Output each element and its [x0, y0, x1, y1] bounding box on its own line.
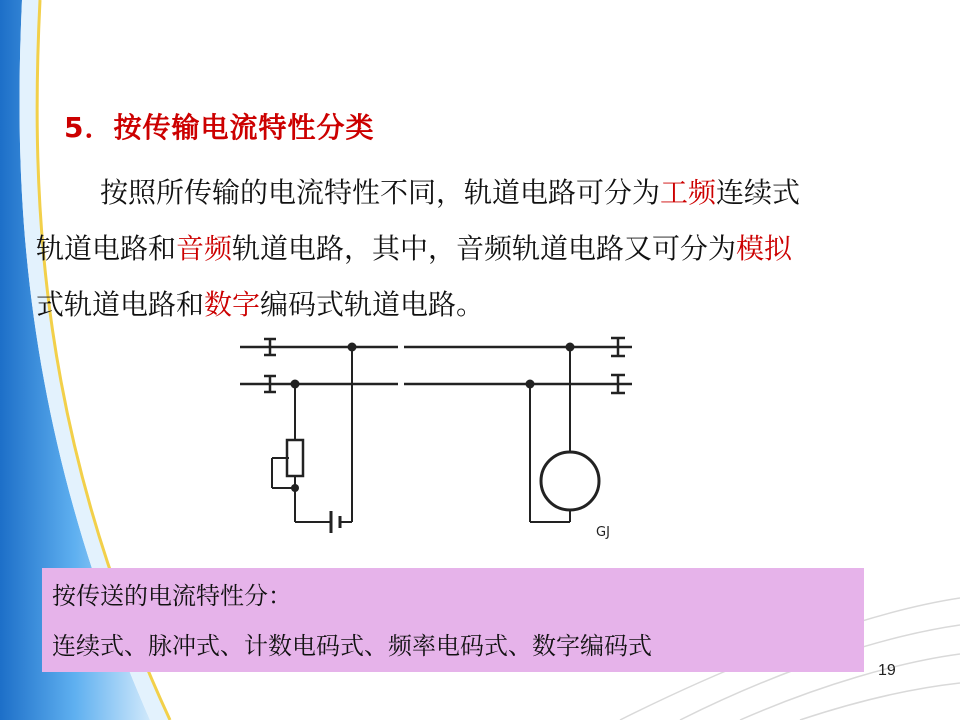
- junction-dots: [291, 343, 575, 493]
- summary-box: [42, 568, 864, 672]
- track-relay-symbol: [541, 452, 599, 510]
- paragraph-line-1: [36, 165, 916, 221]
- highlight-term: 模拟: [736, 232, 793, 265]
- text-segment: 编码式轨道电路。: [260, 288, 485, 321]
- body-paragraph: [36, 165, 916, 333]
- limiting-resistor: [287, 440, 303, 476]
- text-segment: 连续式: [716, 176, 801, 209]
- track-circuit-diagram: [232, 322, 652, 552]
- summary-heading: 按传送的电流特性分：: [52, 582, 292, 610]
- highlight-term: 音频: [176, 232, 233, 265]
- feed-end-circuit: [272, 347, 352, 533]
- highlight-term: 数字: [204, 288, 261, 321]
- bottom-arc-4: [800, 683, 960, 720]
- relay-label: GJ: [596, 525, 610, 540]
- summary-items: 连续式、脉冲式、计数电码式、频率电码式、数字编码式: [52, 632, 652, 660]
- receive-end-circuit: [530, 347, 599, 522]
- text-segment: 轨道电路，其中，音频轨道电路又可分为: [232, 232, 737, 265]
- text-segment: 式轨道电路和: [36, 288, 205, 321]
- slide-title: 5．按传输电流特性分类: [64, 111, 375, 144]
- highlight-term: 工频: [660, 176, 717, 209]
- text-segment: 轨道电路和: [36, 232, 177, 265]
- paragraph-line-2: [36, 221, 916, 277]
- text-segment: 按照所传输的电流特性不同，轨道电路可分为: [100, 176, 661, 209]
- page-number: 19: [878, 662, 896, 679]
